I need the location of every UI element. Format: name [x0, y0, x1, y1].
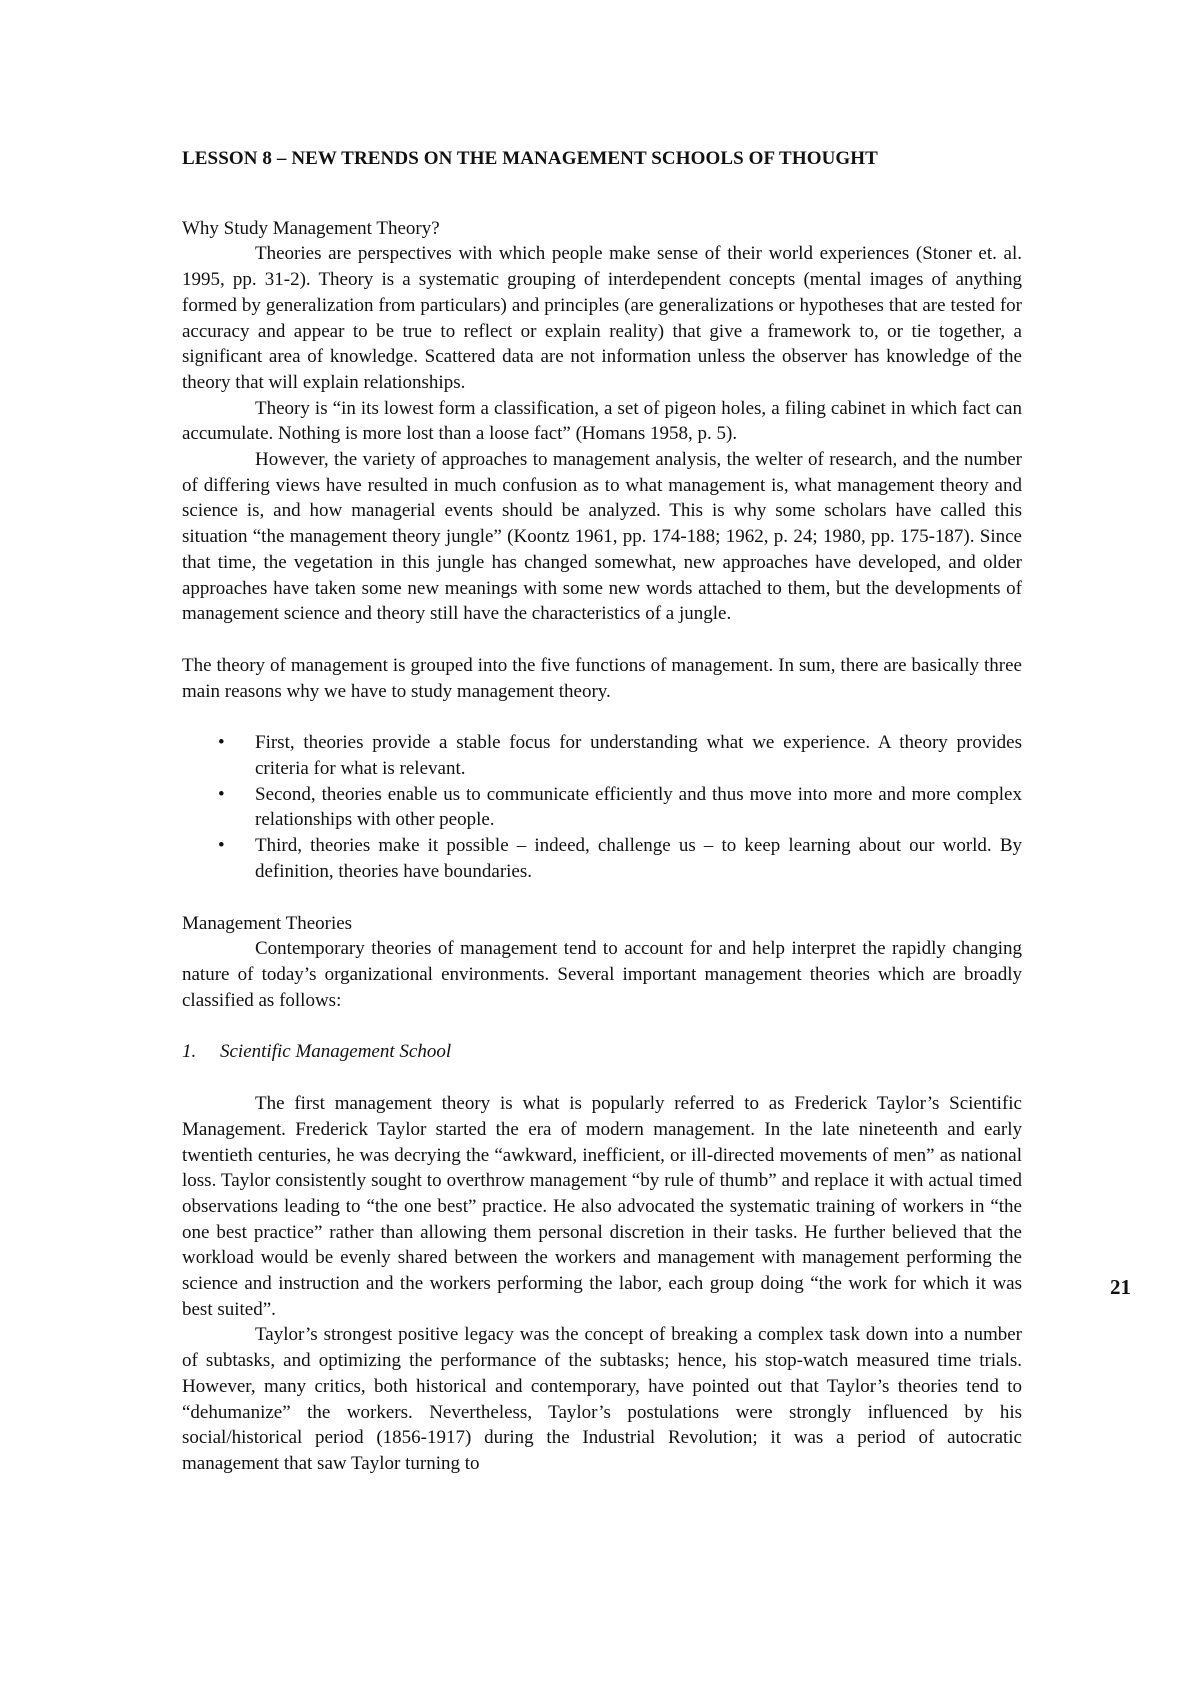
- list-item-text: First, theories provide a stable focus for understanding what we experience. A theory provides criteria for what is relevant.: [255, 732, 1022, 780]
- paragraph-theories-definition: Theories are perspectives with which people make sense of their world experiences (Stoner et. al. 1995, pp. 31-2). Theory is a systematic grouping of interdependent concepts (mental images of anything formed by generalization from particulars) and principles (are generalizations or hypotheses that are tested for accuracy and appear to be true to reflect or explain reality) that give a framework to, or tie together, a significant area of knowledge. Scattered data are not information unless the observer has knowledge of the theory that will explain relationships.: [182, 243, 1022, 393]
- list-item: [182, 730, 1022, 781]
- paragraph-taylor-legacy: Taylor’s strongest positive legacy was the concept of breaking a complex task down into a number of subtasks, and optimizing the performance of the subtasks; hence, his stop-watch measured time trials. However, many critics, both historical and contemporary, have pointed out that Taylor’s theories tend to “dehumanize” the workers. Nevertheless, Taylor’s postulations were strongly influenced by his social/historical period (1856-1917) during the Industrial Revolution; it was a period of autocratic management that saw Taylor turning to: [182, 1324, 1022, 1474]
- bullet-icon: •: [218, 783, 225, 805]
- subsection-number: 1.: [182, 1041, 197, 1063]
- section-heading-why-study: Why Study Management Theory?: [182, 217, 440, 239]
- reasons-list: [182, 730, 1022, 884]
- page-content: [182, 146, 1022, 1477]
- list-item-text: Second, theories enable us to communicate efficiently and thus move into more and more complex relationships with other people.: [255, 783, 1022, 831]
- subsection-heading: [182, 1039, 1022, 1065]
- paragraph-theory-jungle: However, the variety of approaches to management analysis, the welter of research, and the number of differing views have resulted in much confusion as to what management is, what management theory and science is, and how managerial events should be analyzed. This is why some scholars have called this situation “the management theory jungle” (Koontz 1961, pp. 174-188; 1962, p. 24; 1980, pp. 175-187). Since that time, the vegetation in this jungle has changed somewhat, new approaches have developed, and older approaches have taken some new meanings with some new words attached to them, but the developments of management science and theory still have the characteristics of a jungle.: [182, 449, 1022, 625]
- paragraph-reasons-intro: The theory of management is grouped into the five functions of management. In sum, there are basically three main reasons why we have to study management theory.: [182, 654, 1022, 702]
- paragraph-contemporary-theories: Contemporary theories of management tend to account for and help interpret the rapidly changing nature of today’s organizational environments. Several important management theories which are broadly classified as follows:: [182, 938, 1022, 1011]
- subsection-title: Scientific Management School: [220, 1041, 452, 1063]
- paragraph-taylor-scientific-management: The first management theory is what is popularly referred to as Frederick Taylor’s Scientific Management. Frederick Taylor started the era of modern management. In the late nineteenth and early twentieth centuries, he was decrying the “awkward, inefficient, or ill-directed movements of men” as national loss. Taylor consistently sought to overthrow management “by rule of thumb” and replace it with actual timed observations leading to “the one best” practice. He also advocated the systematic training of workers in “the one best practice” rather than allowing them personal discretion in their tasks. He further believed that the workload would be evenly shared between the workers and management with management performing the science and instruction and the workers performing the labor, each group doing “the work for which it was best suited”.: [182, 1093, 1022, 1320]
- page-number: 21: [1110, 1275, 1131, 1299]
- lesson-title: LESSON 8 – NEW TRENDS ON THE MANAGEMENT SCHOOLS OF THOUGHT: [182, 148, 878, 169]
- list-item: [182, 833, 1022, 884]
- bullet-icon: •: [218, 732, 225, 754]
- bullet-icon: •: [218, 835, 225, 857]
- list-item-text: Third, theories make it possible – indeed, challenge us – to keep learning about our world. By definition, theories have boundaries.: [255, 835, 1022, 882]
- paragraph-homans-quote: Theory is “in its lowest form a classification, a set of pigeon holes, a filing cabinet in which fact can accumulate. Nothing is more lost than a loose fact” (Homans 1958, p. 5).: [182, 397, 1022, 445]
- list-item: [182, 782, 1022, 833]
- section-heading-management-theories: Management Theories: [182, 912, 353, 934]
